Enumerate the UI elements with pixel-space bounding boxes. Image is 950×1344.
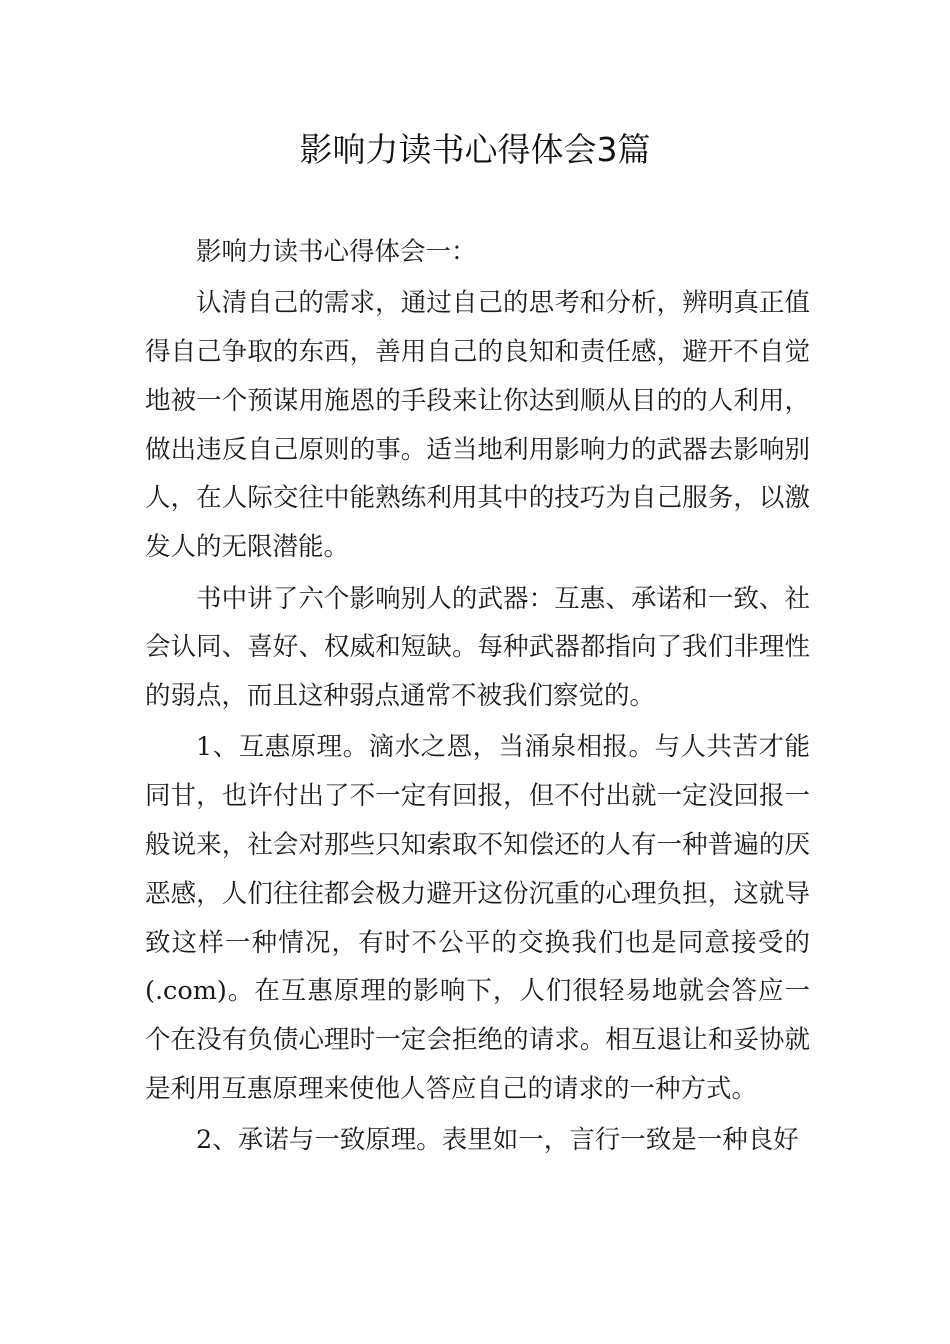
paragraph: 2、承诺与一致原理。表里如一，言行一致是一种良好 <box>196 1125 799 1156</box>
paragraph-heading: 影响力读书心得体会一： <box>196 237 477 267</box>
document-title: 影响力读书心得体会3篇 <box>299 130 651 169</box>
paragraph: 认清自己的需求，通过自己的思考和分析，辨明真正值得自己争取的东西，善用自己的良知和责任感，避开不自觉地被一个预谋用施恩的手段来让你达到顺从目的的人利用，做出违反自己原则的事。适当地利用影响力的武器去影响别人，在人际交往中能熟练利用其中的技巧为自己服务，以激发人的无限潜能。 <box>145 288 810 563</box>
document-body <box>145 228 810 1168</box>
paragraph: 书中讲了六个影响别人的武器：互惠、承诺和一致、社会认同、喜好、权威和短缺。每种武器都指向了我们非理性的弱点，而且这种弱点通常不被我们察觉的。 <box>145 583 810 712</box>
paragraph: 1、互惠原理。滴水之恩，当涌泉相报。与人共苦才能同甘，也许付出了不一定有回报，但不付出就一定没回报一般说来，社会对那些只知索取不知偿还的人有一种普遍的厌恶感，人们往往都会极力避开这份沉重的心理负担，这就导致这样一种情况，有时不公平的交换我们也是同意接受的(.com)。在互惠原理的影响下，人们很轻易地就会答应一个在没有负债心理时一定会拒绝的请求。相互退让和妥协就是利用互惠原理来使他人答应自己的请求的一种方式。 <box>145 732 810 1105</box>
